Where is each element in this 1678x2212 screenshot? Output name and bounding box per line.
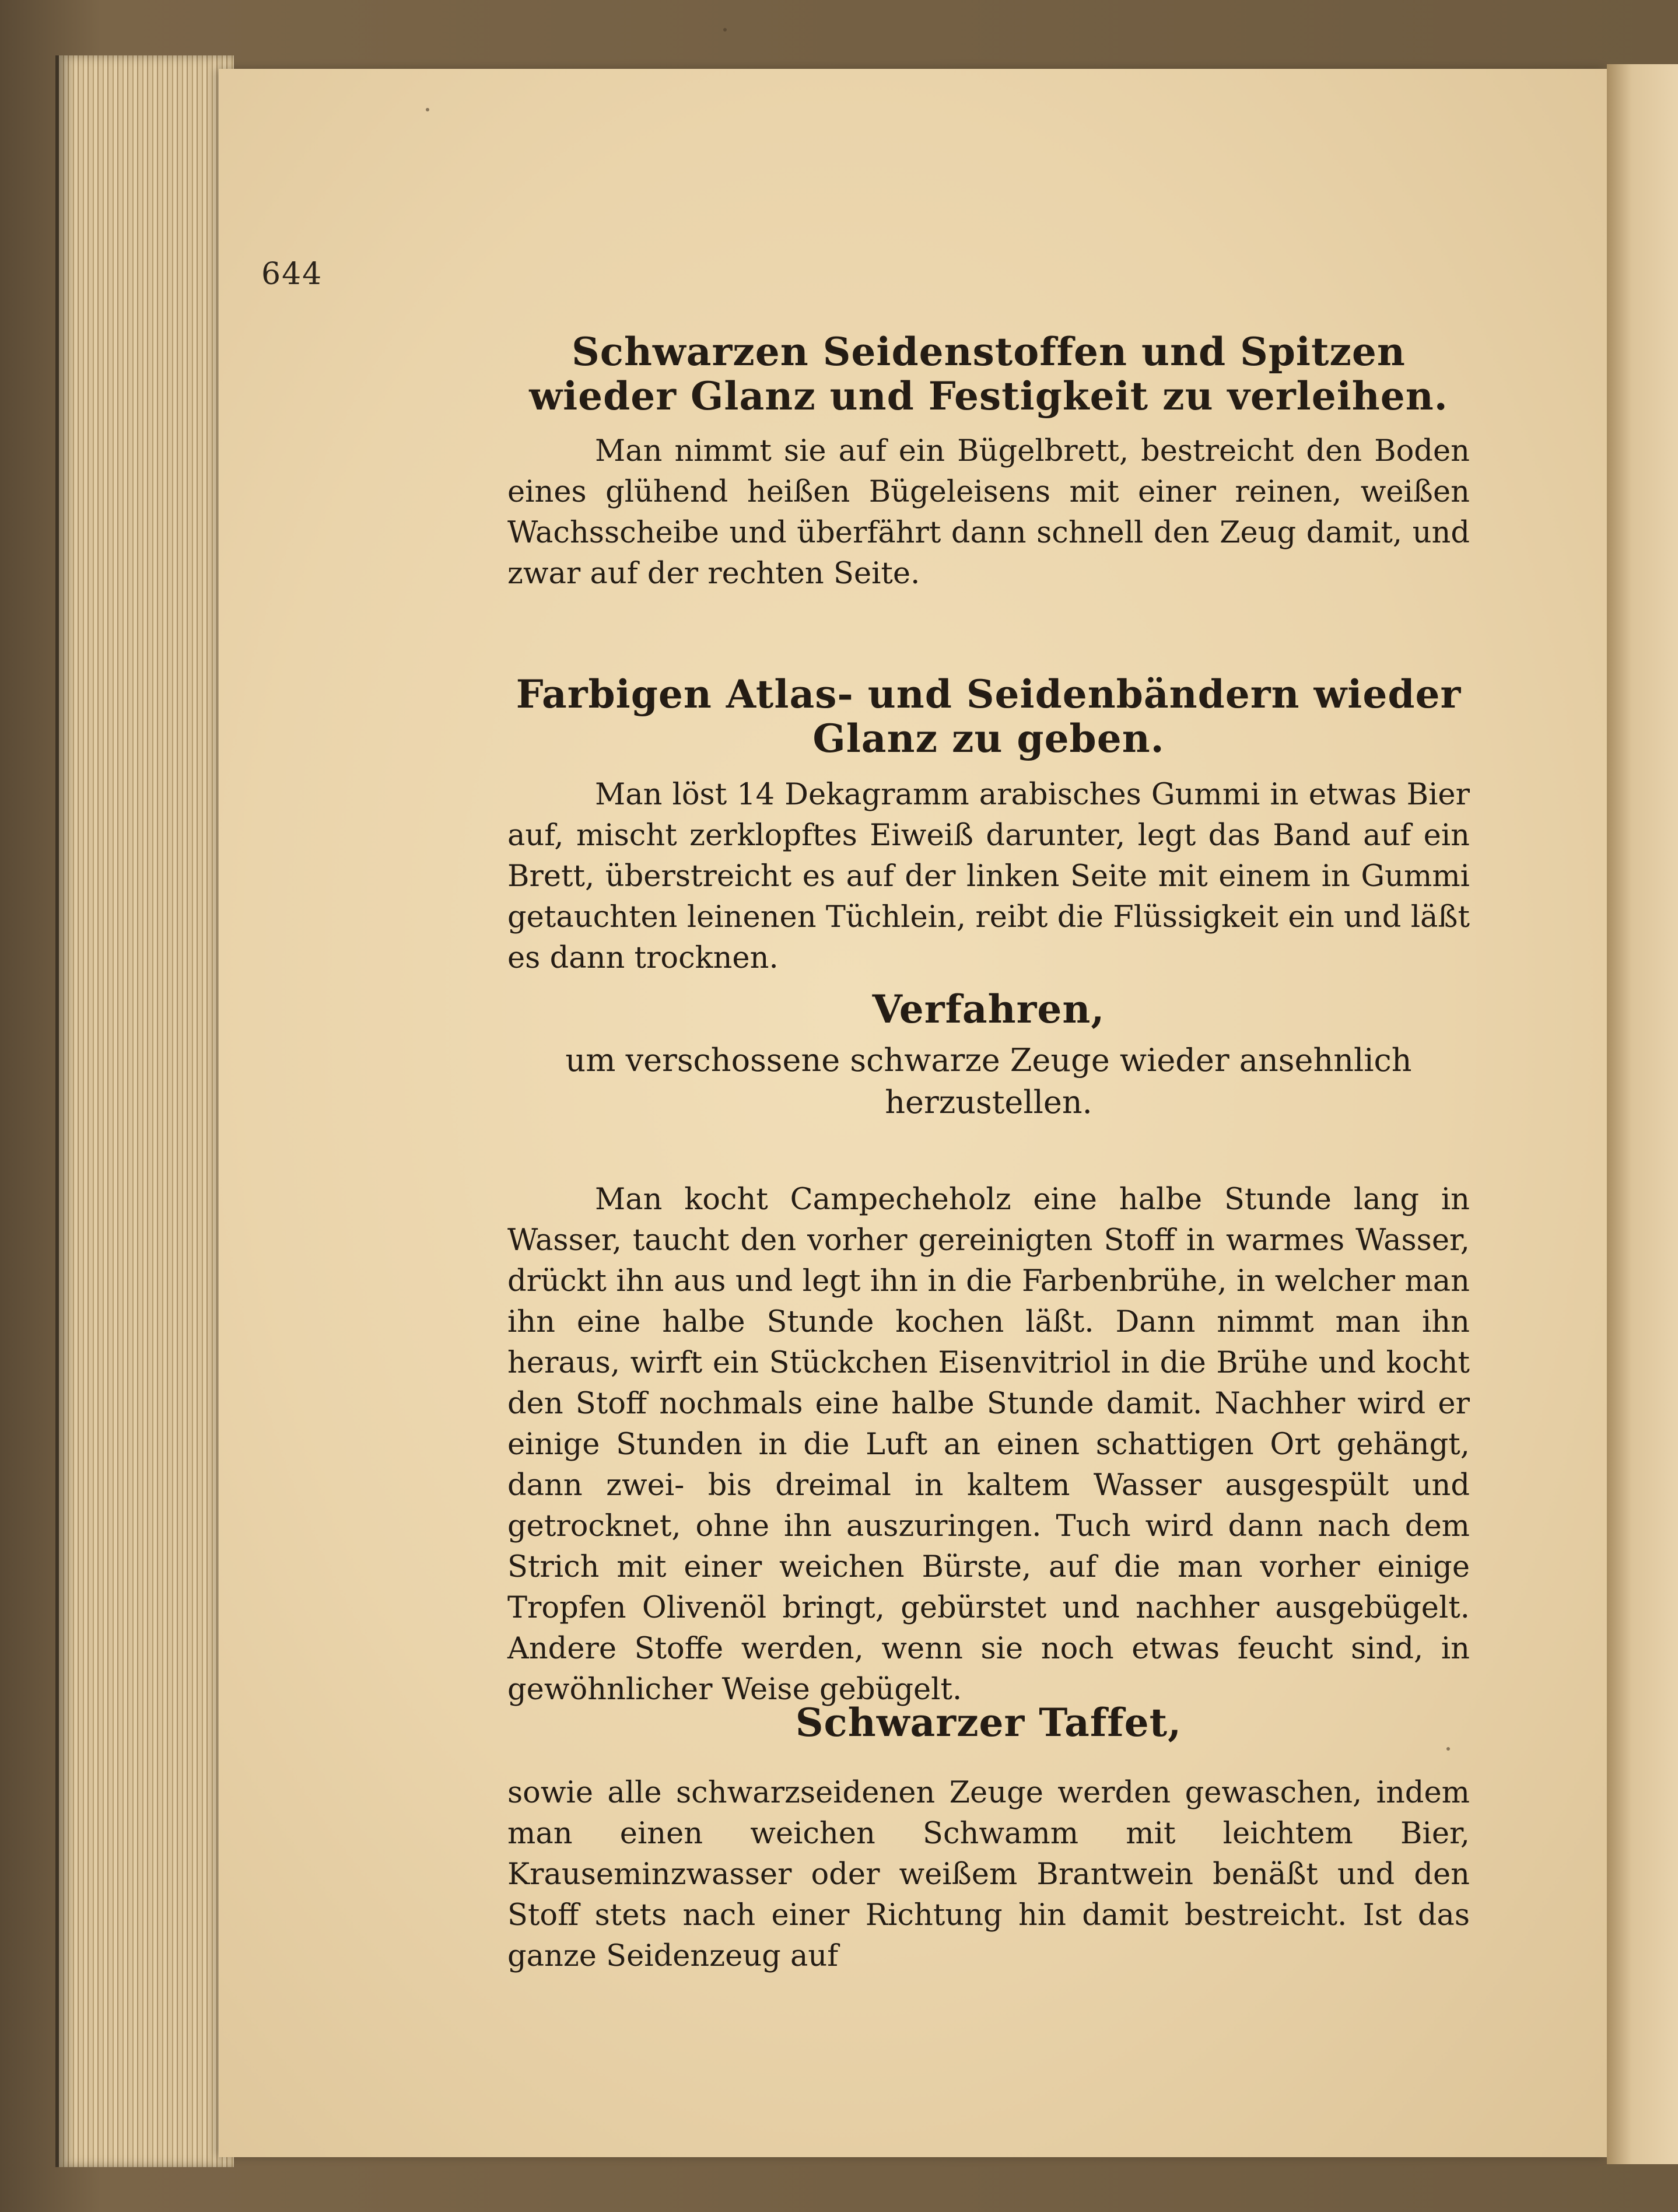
section-paragraph [507, 431, 1470, 594]
section-black-taffeta [507, 1700, 1470, 1977]
facing-page-edge [1607, 64, 1678, 2164]
paper-speck [1446, 1747, 1450, 1751]
section-colored-ribbons [507, 672, 1470, 979]
section-black-silk [507, 330, 1470, 594]
page-number: 644 [261, 257, 323, 292]
section-paragraph [507, 775, 1470, 979]
section-heading: Schwarzer Taffet, [795, 1700, 1182, 1745]
section-paragraph [507, 1773, 1470, 1977]
section-procedure [507, 987, 1470, 1710]
paragraph-text: sowie alle schwarzseidenen Zeuge werden gewaschen, indem man einen weichen Schwamm mit leichtem Bier, Krauseminzwasser oder weißem Brantwein benäßt und den Stoff stets nach einer Richtung hin damit bestreicht. Ist das ganze Seidenzeug auf [507, 1776, 1470, 1973]
page-edges [55, 55, 234, 2167]
paragraph-text: Man kocht Campecheholz eine halbe Stunde lang in Wasser, taucht den vorher gereinigten Stoff in warmes Wasser, drückt ihn aus und legt ihn in die Farbenbrühe, in welcher man ihn eine halbe Stunde kochen läßt. Dann nimmt man ihn heraus, wirft ein Stückchen Eisenvitriol in die Brühe und kocht den Stoff nochmals eine halbe Stunde damit. Nachher wird er einige Stunden in die Luft an einen schattigen Ort gehängt, dann zwei- bis dreimal in kaltem Wasser ausgespült und getrocknet, ohne ihn auszuringen. Tuch wird dann nach dem Strich mit einer weichen Bürste, auf die man vorher einige Tropfen Olivenöl bringt, gebürstet und nachher ausgebügelt. Andere Stoffe werden, wenn sie noch etwas feucht sind, in gewöhnlicher Weise gebügelt. [507, 1182, 1470, 1707]
paper-speck [723, 28, 727, 32]
paragraph-text: Man nimmt sie auf ein Bügelbrett, bestreicht den Boden eines glühend heißen Bügeleisens mit einer reinen, weißen Wachsscheibe und überfährt dann schnell den Zeug damit, und zwar auf der rechten Seite. [507, 434, 1470, 591]
section-heading: Farbigen Atlas- und Seidenbändern wieder Glanz zu geben. [516, 671, 1462, 761]
paper-speck [426, 108, 429, 111]
section-paragraph [507, 1180, 1470, 1710]
paragraph-text: Man löst 14 Dekagramm arabisches Gummi in etwas Bier auf, mischt zerklopftes Eiweiß darunter, legt das Band auf ein Brett, überstreicht es auf der linken Seite mit einem in Gummi getauchten leinenen Tüchlein, reibt die Flüssigkeit ein und läßt es dann trocknen. [507, 778, 1470, 975]
section-heading: Schwarzen Seidenstoffen und Spitzen wieder Glanz und Festigkeit zu verleihen. [529, 329, 1448, 419]
section-heading: Verfahren, [872, 986, 1105, 1032]
section-subheading: um verschossene schwarze Zeuge wieder ansehnlich herzustellen. [565, 1042, 1412, 1121]
